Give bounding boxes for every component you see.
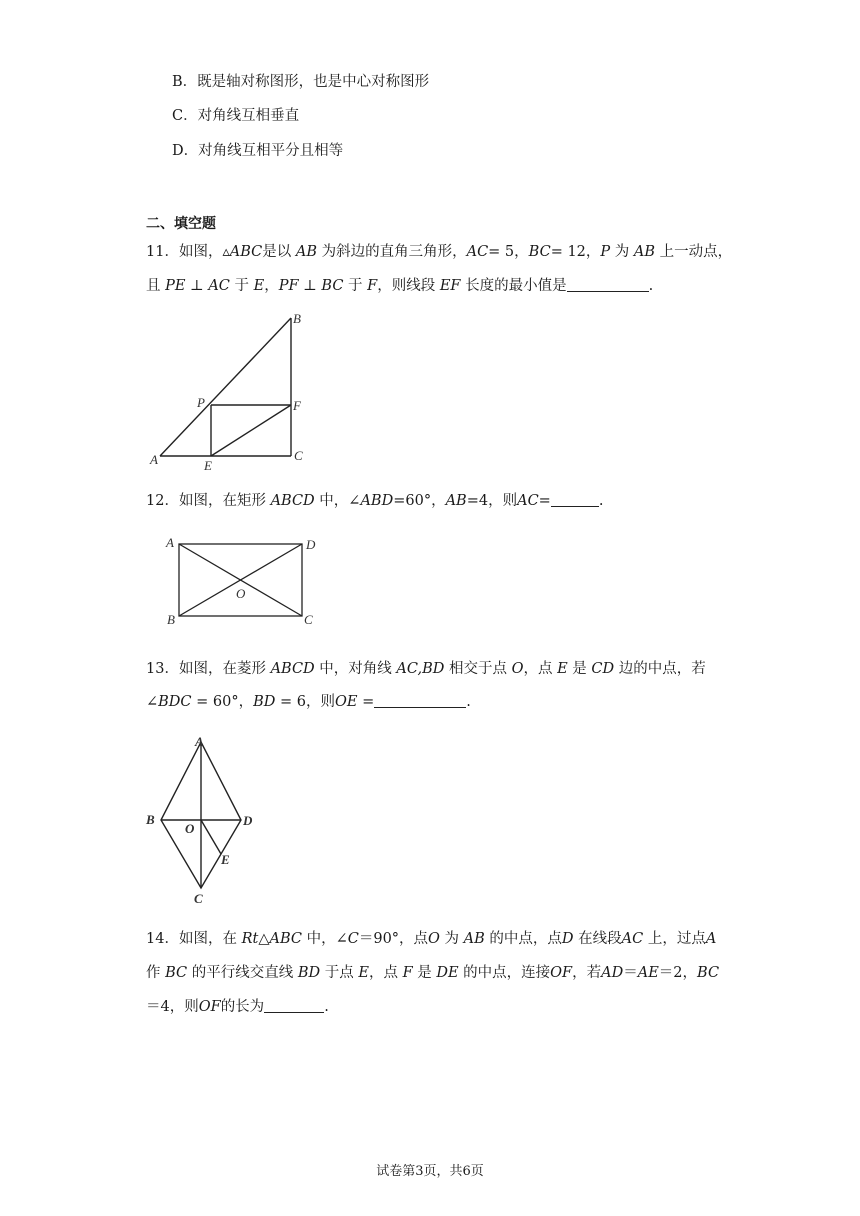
section-title: 二、填空题	[146, 216, 216, 232]
fig12-label-d: D	[306, 537, 316, 552]
q13-number: 13．	[146, 661, 179, 677]
fig11-label-b: B	[293, 311, 301, 326]
option-c: C．对角线互相垂直	[172, 108, 300, 124]
fig11-ef	[211, 405, 291, 456]
fig13-label-a: A	[195, 734, 204, 749]
fig11-label-a: A	[150, 452, 158, 467]
fig11-label-e: E	[204, 458, 212, 473]
fig13-segment-oe	[201, 820, 221, 854]
fig12-label-b: B	[167, 612, 175, 627]
option-b: B．既是轴对称图形，也是中心对称图形	[172, 74, 430, 90]
fig11-label-c: C	[294, 448, 303, 463]
figure-13	[140, 730, 280, 910]
answer-blank[interactable]	[551, 492, 599, 507]
fig13-label-b: B	[146, 812, 155, 827]
q13-line-1: 13．如图，在菱形 ABCD 中，对角线 AC,BD 相交于点 O，点 E 是 CD 边的中点，若	[146, 661, 706, 677]
q12-number: 12．	[146, 493, 179, 509]
q12-line-1: 12．如图，在矩形 ABCD 中，∠ABD=60°，AB=4，则AC= .	[146, 493, 604, 509]
figure-11	[140, 306, 320, 476]
fig13-label-c: C	[194, 891, 203, 906]
answer-blank[interactable]	[264, 998, 324, 1013]
fig13-label-o: O	[185, 821, 195, 836]
q13-line-2: ∠BDC = 60°，BD = 6，则OE = .	[146, 694, 471, 710]
q14-line-1: 14．如图，在 Rt△ABC 中，∠C＝90°，点O 为 AB 的中点，点D 在线段AC 上，过点A	[146, 931, 717, 947]
q14-number: 14．	[146, 931, 179, 947]
figure-12	[160, 532, 330, 632]
fig11-label-f: F	[293, 398, 301, 413]
fig11-ab	[160, 318, 291, 456]
fig12-label-o: O	[236, 586, 246, 601]
fig13-label-e: E	[221, 852, 230, 867]
q14-line-3: ＝4，则OF的长为 .	[146, 999, 329, 1015]
fig12-label-c: C	[304, 612, 313, 627]
page-footer: 试卷第3页，共6页	[376, 1164, 484, 1179]
answer-blank[interactable]	[374, 693, 466, 708]
q11-line-1: 11．如图，▵ABC是以 AB 为斜边的直角三角形，AC= 5，BC= 12，P 为 AB 上一动点，	[146, 244, 733, 260]
fig11-label-p: P	[197, 395, 205, 410]
q11-line-2: 且 PE ⊥ AC 于 E，PF ⊥ BC 于 F，则线段 EF 长度的最小值是 .	[146, 278, 654, 294]
q14-line-2: 作 BC 的平行线交直线 BD 于点 E，点 F 是 DE 的中点，连接OF，若AD＝AE＝2，BC	[146, 965, 720, 981]
option-d: D．对角线互相平分且相等	[172, 143, 344, 159]
answer-blank[interactable]	[567, 277, 649, 292]
q11-number: 11．	[146, 244, 179, 260]
fig13-label-d: D	[243, 813, 253, 828]
fig12-label-a: A	[166, 535, 174, 550]
